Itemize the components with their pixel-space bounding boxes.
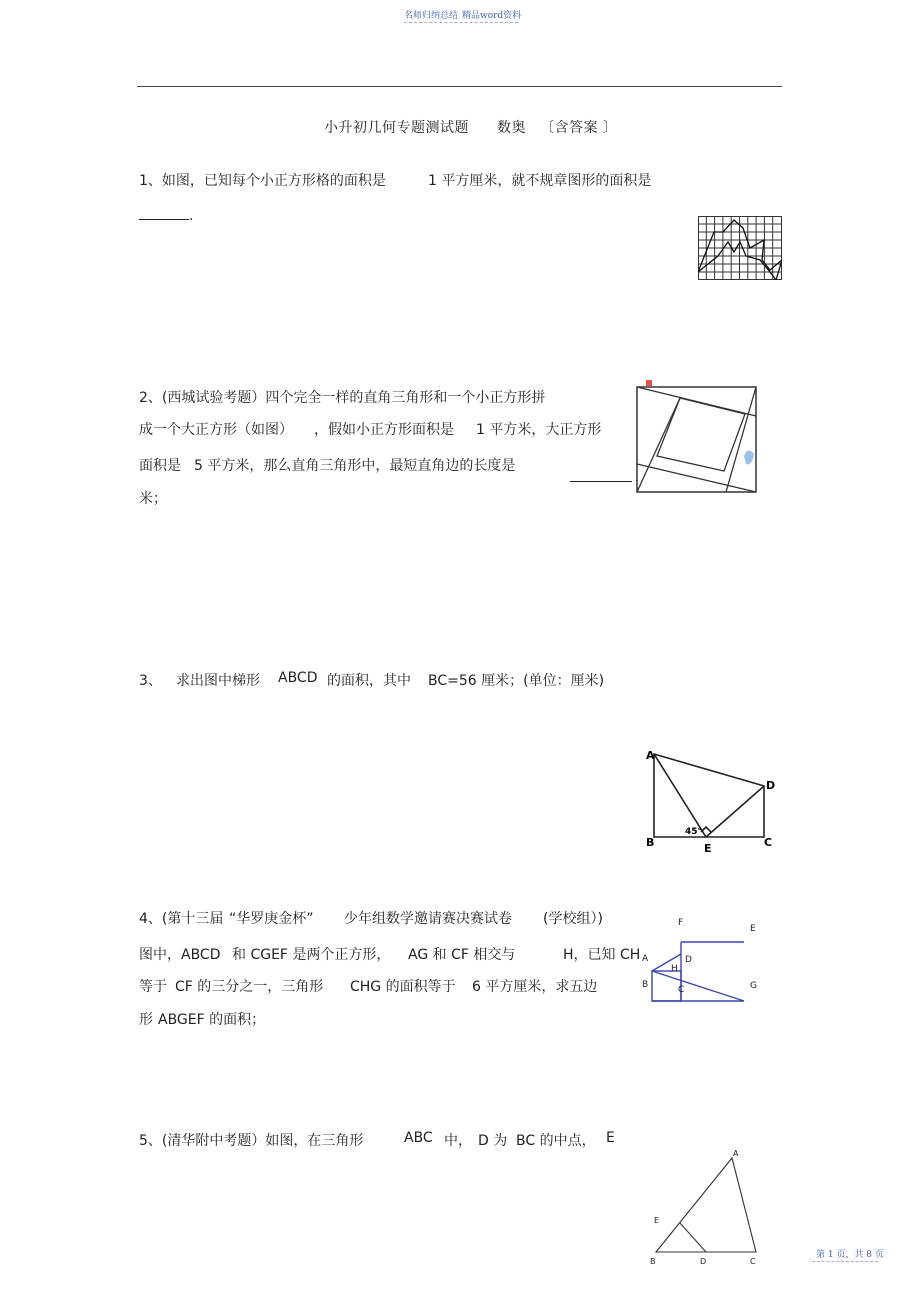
q3-label-d: D [766, 779, 776, 792]
q2-text-line2c: 1 平方米，大正方形 [476, 422, 602, 438]
q3-label-a: A [646, 749, 655, 762]
q5-label-d: D [700, 1257, 707, 1266]
q5-label-c: C [750, 1257, 756, 1266]
q4-text-line2a: 图中，ABCD [139, 947, 221, 963]
q4-text-line1b: “华罗庚金杯” [229, 911, 314, 927]
q1-text-a: 1、如图，已知每个小正方形格的面积是 [139, 173, 386, 189]
q4-label-c: C [678, 985, 685, 995]
q4-text-line3a: 等于 [139, 979, 167, 995]
q3-number: 3、 [139, 673, 162, 689]
q2-red-mark [646, 380, 652, 386]
q4-text-line4a: 形 [139, 1012, 153, 1028]
doc-subtitle: 数奥 [497, 120, 526, 136]
q4-label-h: H [671, 964, 678, 974]
q1-grid-figure [698, 216, 782, 280]
q5-triangle-figure [644, 1146, 766, 1272]
q4-text-line4b: ABGEF 的面积； [158, 1012, 266, 1028]
q1-text-b: 1 平方厘米，就不规章图形的面积是 [428, 173, 652, 189]
q2-outer-square [637, 387, 756, 492]
q4-text-line1a: 4、(第十三届 [139, 911, 224, 927]
q2-square-figure [632, 376, 762, 498]
q4-text-line1c: 少年组数学邀请赛决赛试卷 [344, 911, 512, 927]
header-right-text: 精品word资料 [462, 11, 522, 21]
q4-text-line2d: H，已知 CH [563, 947, 641, 963]
q5-text-line1f: E [606, 1130, 615, 1146]
q5-text-line1b: ABC [404, 1130, 433, 1146]
q5-label-e: E [654, 1216, 660, 1225]
q4-label-a: A [642, 954, 649, 964]
q5-text-line1c: 中， [444, 1133, 472, 1149]
q4-text-line2b: 和 CGEF 是两个正方形， [232, 947, 391, 963]
q2-text-line3b: 5 平方米，那么直角三角形中，最短直角边的长度是 [194, 458, 516, 474]
q5-triangle-lines [656, 1158, 756, 1252]
q4-text-line1d: (学校组）) [543, 911, 603, 927]
q3-label-c: C [764, 836, 773, 849]
q4-label-f: F [678, 918, 684, 928]
q4-label-d: D [685, 955, 692, 965]
doc-title-note: 〔含答案 〕 [540, 120, 618, 136]
q2-blue-mark [744, 450, 754, 464]
doc-title: 小升初几何专题测试题 [324, 120, 469, 136]
header-left-text: 名师归纳总结 [404, 11, 459, 21]
q4-figure-lines [652, 942, 744, 1001]
q1-answer-blank [139, 219, 189, 220]
q3-trapezoid-figure [640, 740, 786, 862]
q5-text-line1d: D 为 [478, 1133, 508, 1149]
q5-label-b: B [650, 1257, 656, 1266]
q4-text-line2c: AG 和 CF 相交与 [408, 947, 516, 963]
q4-text-line3d: 6 平方厘米，求五边 [472, 979, 598, 995]
q5-label-a: A [733, 1149, 739, 1158]
q1-period: . [189, 208, 194, 224]
q3-trapezoid-lines [654, 754, 764, 837]
q4-label-g: G [750, 981, 757, 991]
q2-inner-lines [637, 387, 756, 492]
q3-angle-label: 45° [685, 827, 703, 837]
q4-label-b: B [642, 980, 649, 990]
q3-text-a: 求出图中梯形 [176, 673, 260, 689]
q2-text-line1: 2、(西城试验考题）四个完全一样的直角三角形和一个小正方形拼 [139, 390, 546, 406]
q4-text-line3b: CF 的三分之一，三角形 [175, 979, 324, 995]
q3-label-e: E [704, 842, 712, 855]
page-number: 第 1 页，共 8 页 [816, 1250, 884, 1260]
q2-text-line2a: 成一个大正方形（如图） [139, 422, 293, 438]
q3-label-b: B [646, 836, 655, 849]
q4-label-e: E [750, 924, 756, 934]
header-dashed-line [404, 22, 518, 23]
q3-text-b: ABCD [278, 670, 318, 686]
footer-dashed-line [812, 1261, 878, 1262]
q3-text-d: BC=56 厘米；(单位：厘米) [428, 673, 605, 689]
q3-text-c: 的面积，其中 [327, 673, 411, 689]
q2-text-line3a: 面积是 [139, 458, 181, 474]
q5-text-line1a: 5、(清华附中考题）如图，在三角形 [139, 1133, 364, 1149]
q5-text-line1e: BC 的中点， [516, 1133, 596, 1149]
top-rule [137, 86, 782, 87]
q2-text-line4: 米； [139, 491, 167, 507]
q1-answer-line [139, 208, 193, 224]
q2-answer-blank [570, 467, 632, 486]
q4-squares-figure [638, 912, 762, 1006]
q2-text-line2b: ，假如小正方形面积是 [314, 422, 454, 438]
q4-text-line3c: CHG 的面积等于 [350, 979, 456, 995]
